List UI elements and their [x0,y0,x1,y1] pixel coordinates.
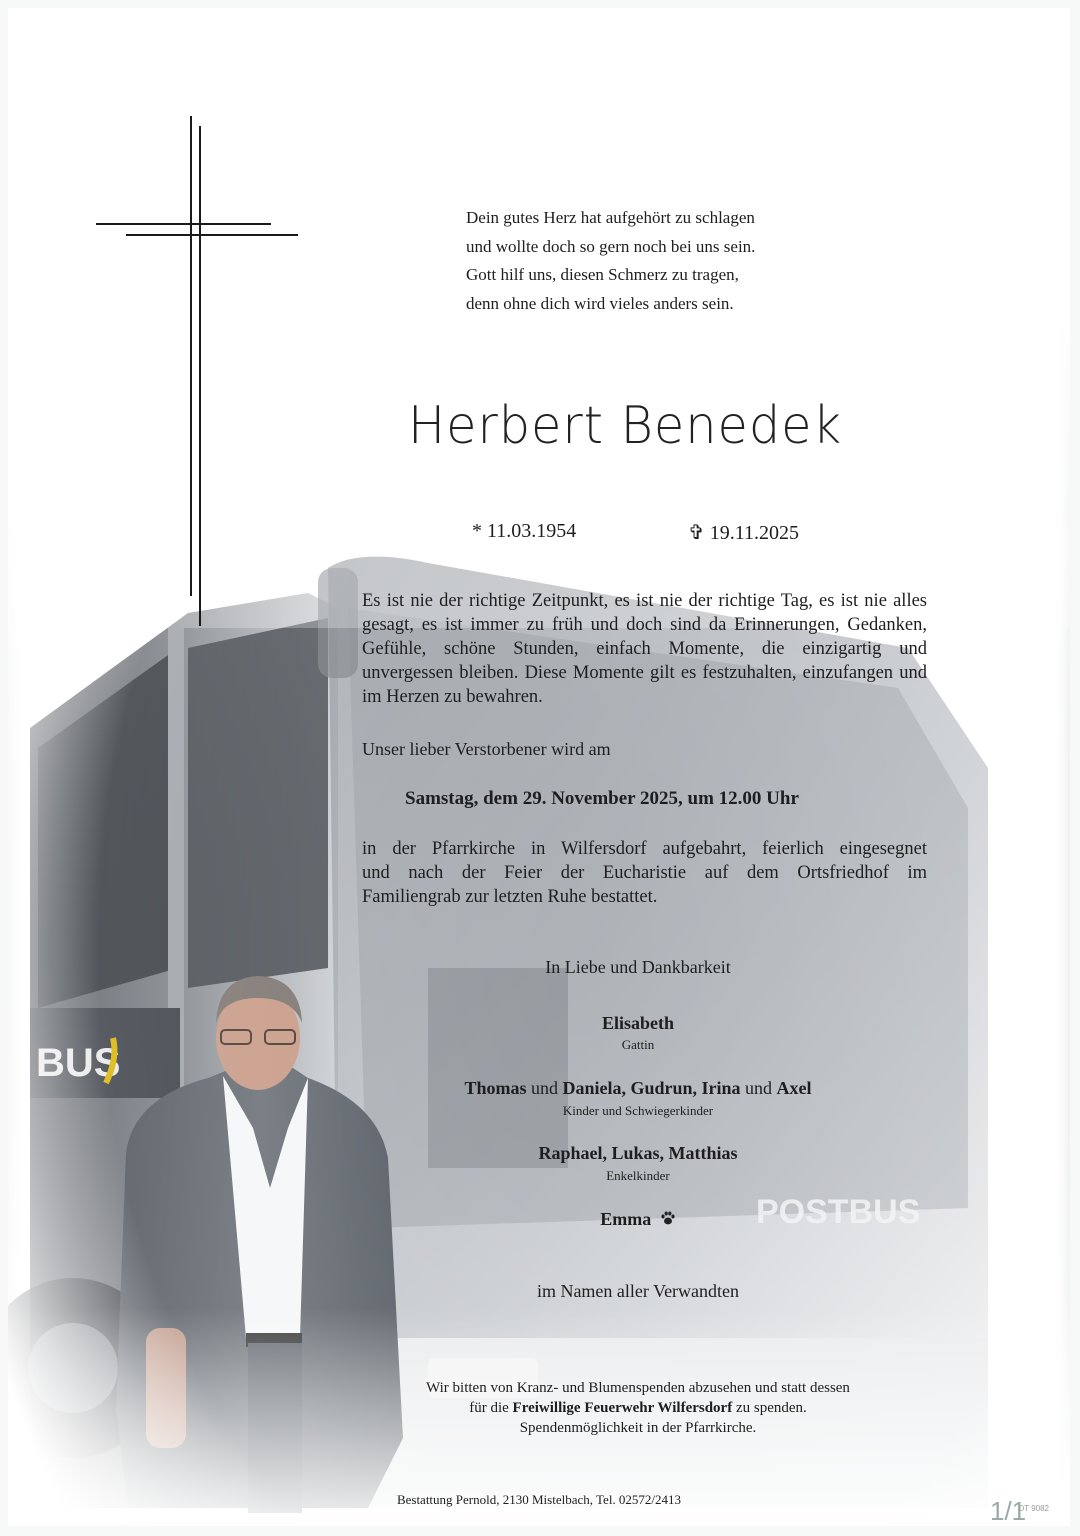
intro-text: Es ist nie der richtige Zeitpunkt, es ist nie der richtige Tag, es ist nie alles gesagt, es ist immer zu früh und doch sind da Erinnerungen, Gedanken, Gefühle, schöne Stunden, einfach Momente, die einzigartig und unvergessen bleiben. Diese Momente gilt es festzuhalten, einzufangen und im Herzen zu bewahren. [362,591,927,707]
ceremony-line: in der Pfarrkirche in Wilfersdorf aufgebahrt, feierlich eingesegnet [362,839,927,859]
donation-note [338,1378,938,1438]
ceremony-line: und nach der Feier der Eucharistie auf dem Ortsfriedhof im [362,863,927,883]
mourner-name: Emma [600,1209,652,1229]
poem-line: und wollte doch so gern noch bei uns sein. [466,236,756,256]
mourner-name: Axel [776,1078,812,1098]
deceased-name: Herbert Benedek [408,396,843,456]
poem-line: Gott hilf uns, diesen Schmerz zu tragen, [466,265,739,284]
mourner-relation: Kinder und Schwiegerkinder [562,1103,714,1118]
donation-line: Wir bitten von Kranz- und Blumenspenden abzusehen und statt dessen [426,1380,850,1396]
page-number: 1/1 [990,1496,1027,1526]
document-code: OT 9082 [1018,1504,1049,1513]
mourner-name: Daniela, Gudrun, Irina [562,1078,741,1098]
ceremony-date: Samstag, dem 29. November 2025, um 12.00 Uhr [405,788,799,809]
poem [466,204,826,318]
conjunction: und [740,1078,777,1098]
poem-line: Dein gutes Herz hat aufgehört zu schlagen [466,208,755,227]
mourner-relation: Enkelkinder [606,1168,670,1183]
donation-organization: Freiwillige Feuerwehr Wilfersdorf [512,1400,733,1416]
birth-date: * 11.03.1954 [472,520,577,542]
announcement: Unser lieber Verstorbener wird am [362,739,611,759]
donation-text: zu spenden. [732,1400,807,1416]
mourner-children [338,1078,938,1099]
dedication: In Liebe und Dankbarkeit [545,957,731,977]
paw-icon [660,1210,676,1226]
conjunction: und [526,1078,563,1098]
donation-line: Spendenmöglichkeit in der Pfarrkirche. [519,1420,757,1436]
relatives-note: im Namen aller Verwandten [536,1281,740,1301]
poem-line: denn ohne dich wird vieles anders sein. [466,293,734,313]
mourner-relation: Gattin [621,1037,655,1052]
mourner-pet [338,1209,938,1230]
ceremony-text [362,837,927,909]
donation-line [338,1398,938,1418]
donation-text: für die [469,1400,513,1416]
ceremony-line: Familiengrab zur letzten Ruhe bestattet. [362,887,658,907]
footer: Bestattung Pernold, 2130 Mistelbach, Tel. 02572/2413 [396,1492,682,1507]
death-date: ✞ 19.11.2025 [688,522,800,544]
mourner-name: Thomas [464,1078,527,1098]
obituary-page [8,8,1070,1526]
mourner-grandchildren: Raphael, Lukas, Matthias [538,1143,738,1163]
mourner-spouse: Elisabeth [601,1013,675,1033]
